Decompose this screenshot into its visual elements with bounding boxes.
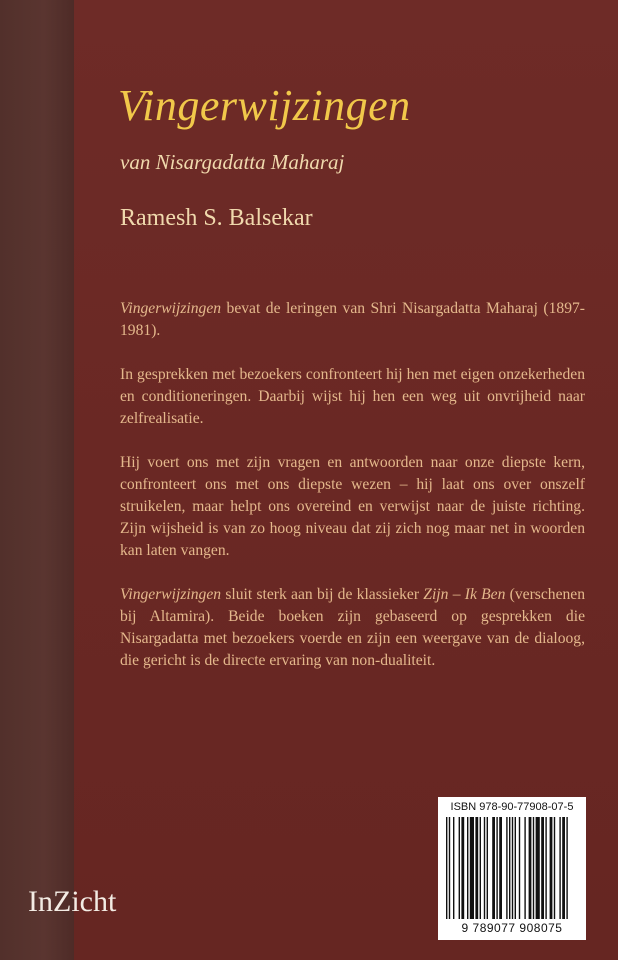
barcode-bar [506, 817, 507, 919]
blurb [120, 298, 585, 694]
blurb-paragraph-2: In gesprekken met bezoekers confronteert hij hen met eigen onzekerheden en conditioneringen. Daarbij wijst hij hen een weg uit onvrijheid naar zelfrealisatie. [120, 366, 585, 427]
barcode-bar [536, 817, 540, 919]
barcode-bar [545, 817, 546, 919]
barcode-bars [446, 817, 578, 919]
blurb-paragraph-4: Vingerwijzingen sluit sterk aan bij de klassieker Zijn – Ik Ben (verschenen bij Altamira). Beide boeken zijn gebaseerd op gesprekken die Nisargadatta met bezoekers voerde en zijn een weergave van de dialoog, die gericht is de directe ervaring van non-dualiteit. [120, 586, 586, 669]
blurb-paragraph-1: Vingerwijzingen bevat de leringen van Shri Nisargadatta Maharaj (1897-1981). [120, 300, 585, 339]
book-author: Ramesh S. Balsekar [120, 205, 313, 231]
barcode-bar [480, 817, 481, 919]
barcode-bar [559, 817, 560, 919]
spine-band [0, 0, 74, 960]
barcode-bar [496, 817, 497, 919]
title-reference: Zijn – Ik Ben [423, 586, 506, 603]
publisher-logo: InZicht [28, 885, 117, 918]
barcode-bar [461, 817, 464, 919]
barcode-bar [487, 817, 488, 919]
book-subtitle: van Nisargadatta Maharaj [120, 150, 345, 174]
barcode-bar [519, 817, 520, 919]
barcode-bar [515, 817, 516, 919]
isbn-label: ISBN 978-90-77908-07-5 [450, 801, 574, 813]
barcode-bar [529, 817, 532, 919]
barcode-bar [446, 817, 447, 919]
barcode-bar [566, 817, 567, 919]
barcode-bar [475, 817, 478, 919]
barcode-bar [550, 817, 553, 919]
title-reference: Vingerwijzingen [120, 586, 222, 603]
barcode-bar [524, 817, 525, 919]
barcode-bar [562, 817, 565, 919]
book-title: Vingerwijzingen [118, 81, 411, 130]
barcode-bar [554, 817, 555, 919]
barcode-bar [467, 817, 468, 919]
barcode-bar [533, 817, 534, 919]
barcode-bar [509, 817, 510, 919]
barcode-bar [470, 817, 474, 919]
blurb-paragraph-3: Hij voert ons met zijn vragen en antwoorden naar onze diepste kern, confronteert ons met ons diepste wezen – hij laat ons over onszelf struikelen, maar helpt ons overeind en verwijst naar de juiste richting. Zijn wijsheid is van zo hoog niveau dat zij zich nog maar net in woorden kan laten vangen. [120, 454, 585, 559]
barcode-bar [484, 817, 485, 919]
barcode-bar [459, 817, 460, 919]
barcode [438, 797, 586, 940]
ean-digits: 9 789077 908075 [461, 921, 563, 935]
barcode-bar [449, 817, 450, 919]
barcode-bar [499, 817, 502, 919]
barcode-bar [492, 817, 495, 919]
barcode-bar [541, 817, 544, 919]
barcode-bar [453, 817, 454, 919]
title-reference: Vingerwijzingen [120, 300, 222, 317]
barcode-bar [512, 817, 513, 919]
